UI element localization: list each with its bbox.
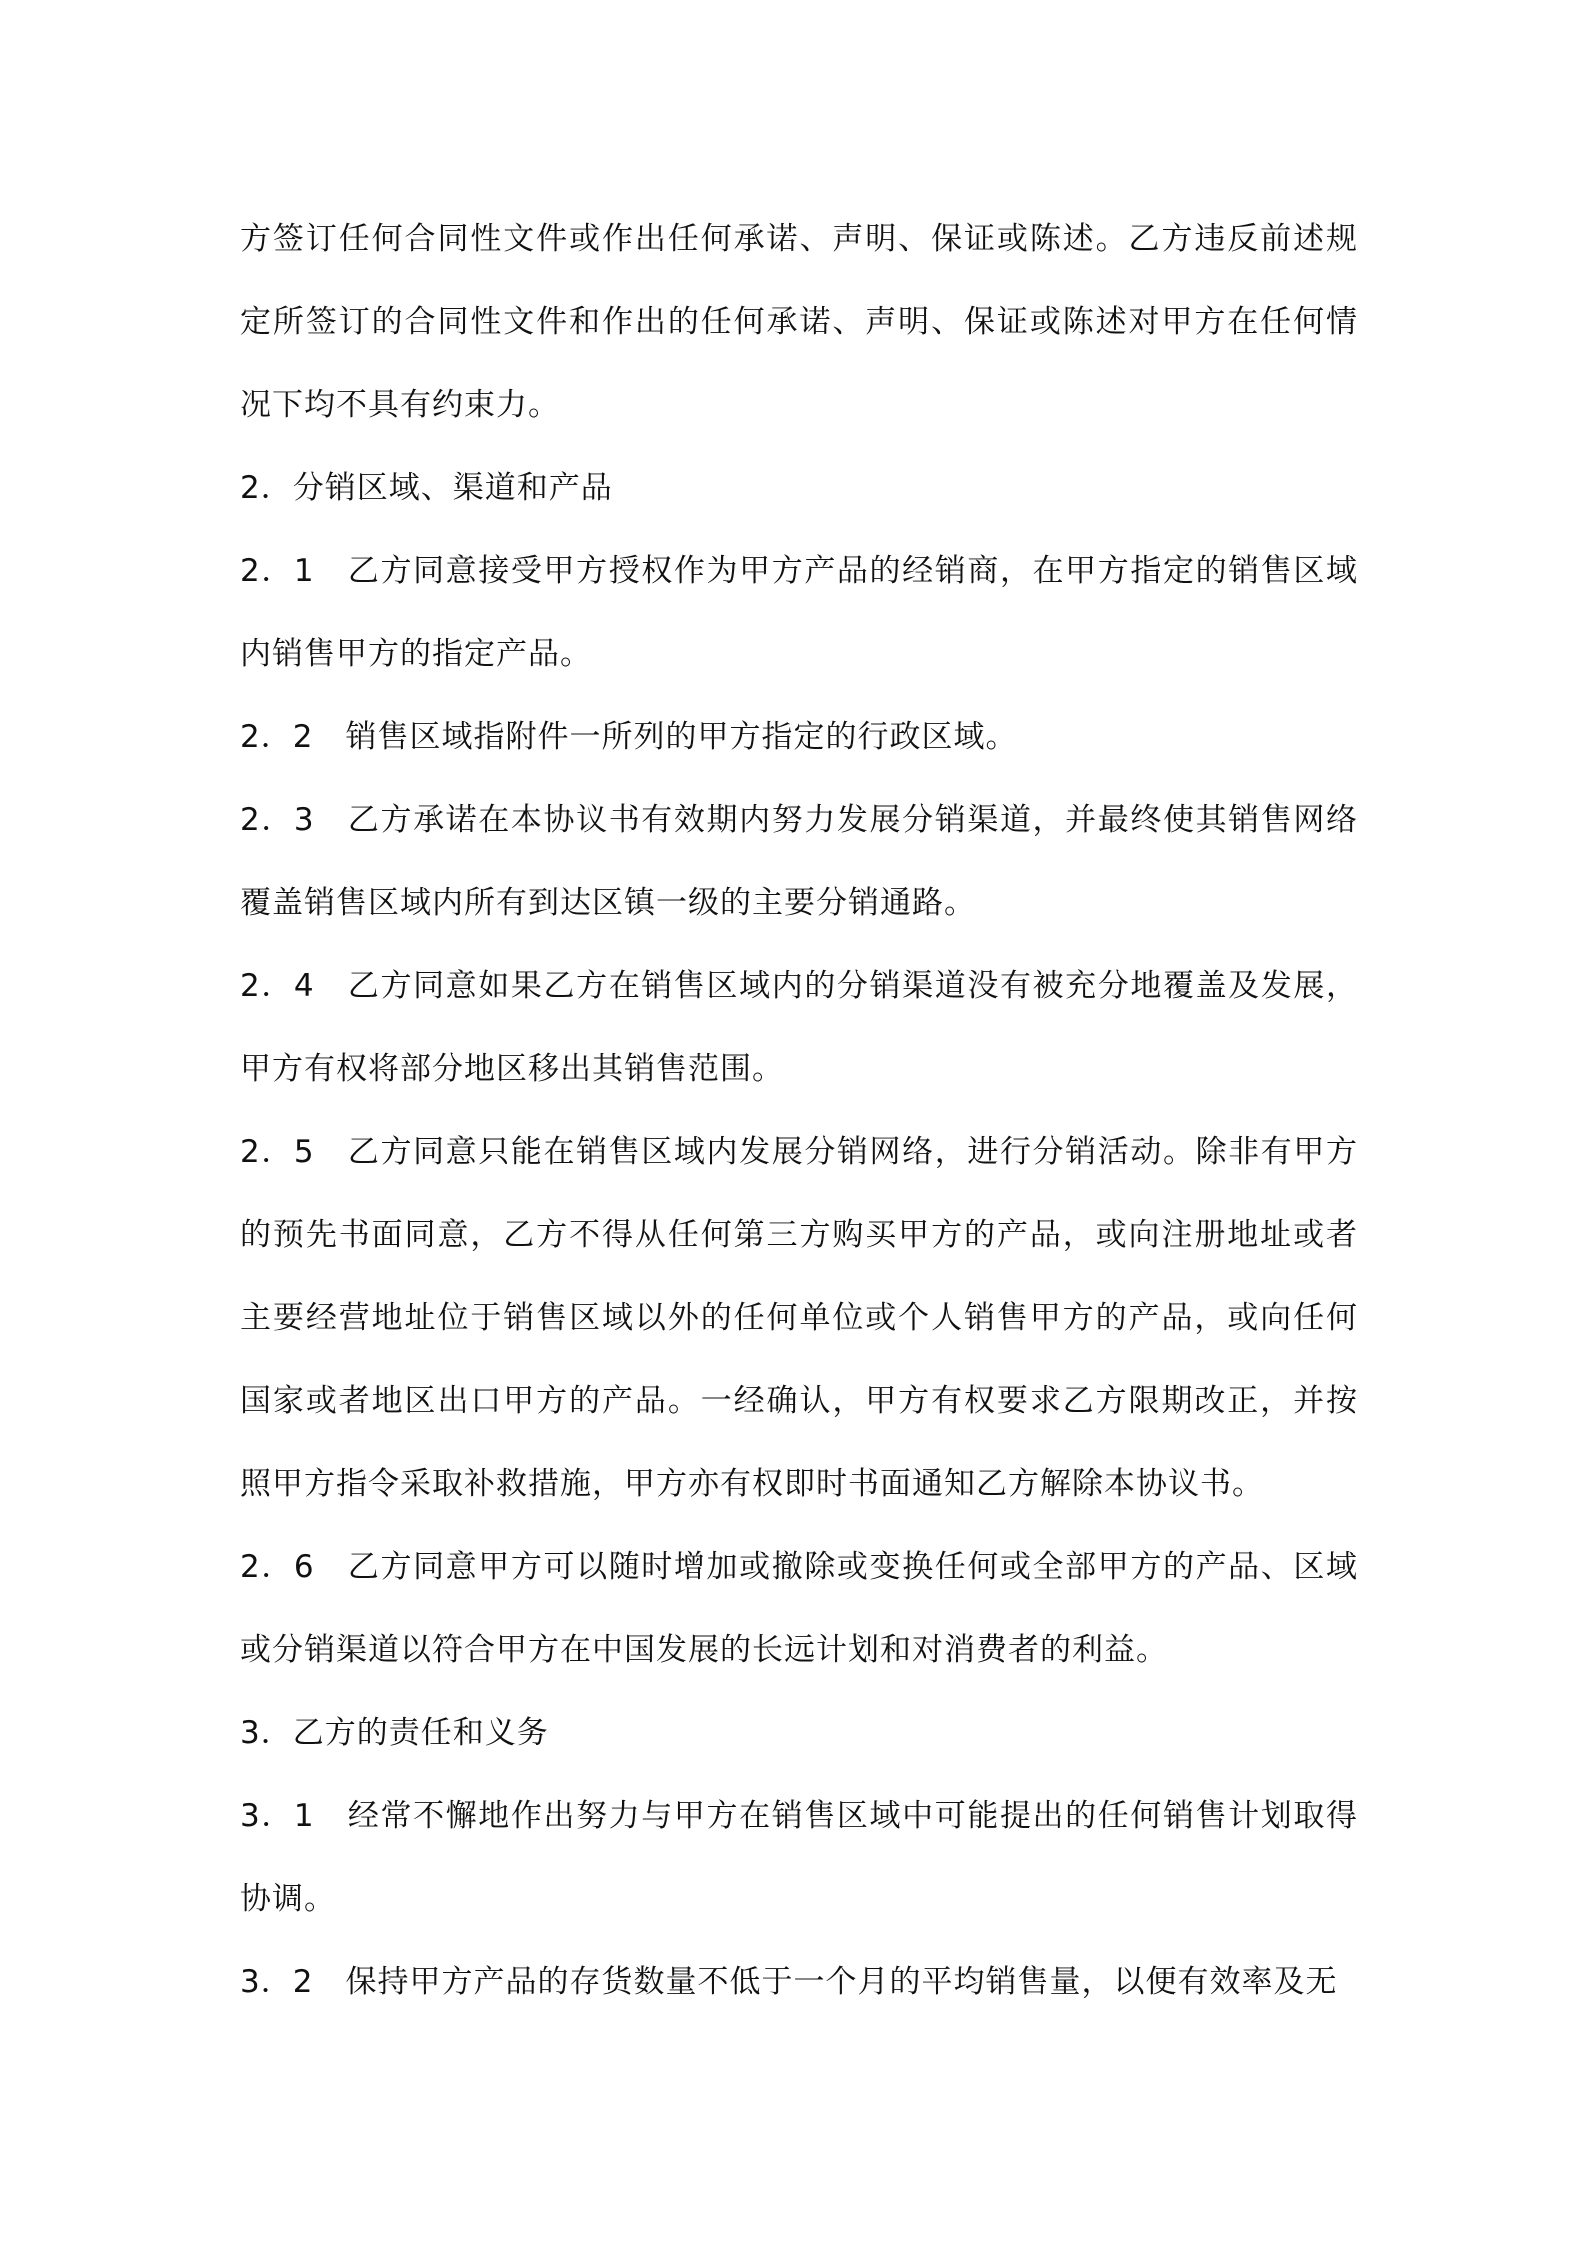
document-body bbox=[240, 198, 1358, 2024]
clause-2-2: 2．2 销售区域指附件一所列的甲方指定的行政区域。 bbox=[240, 719, 1018, 755]
clause-2-4: 2．4 乙方同意如果乙方在销售区域内的分销渠道没有被充分地覆盖及发展，甲方有权将部分地区移出其销售范围。 bbox=[240, 968, 1358, 1087]
clause-2-6: 2．6 乙方同意甲方可以随时增加或撤除或变换任何或全部甲方的产品、区域或分销渠道以符合甲方在中国发展的长远计划和对消费者的利益。 bbox=[240, 1549, 1358, 1668]
paragraph-continuation: 方签订任何合同性文件或作出任何承诺、声明、保证或陈述。乙方违反前述规定所签订的合同性文件和作出的任何承诺、声明、保证或陈述对甲方在任何情况下均不具有约束力。 bbox=[240, 221, 1358, 423]
section-heading-2: 2．分销区域、渠道和产品 bbox=[240, 470, 613, 506]
section-heading-3: 3．乙方的责任和义务 bbox=[240, 1715, 549, 1751]
clause-3-2: 3．2 保持甲方产品的存货数量不低于一个月的平均销售量，以便有效率及无 bbox=[240, 1964, 1338, 2000]
clause-2-3: 2．3 乙方承诺在本协议书有效期内努力发展分销渠道，并最终使其销售网络覆盖销售区域内所有到达区镇一级的主要分销通路。 bbox=[240, 802, 1358, 921]
clause-3-1: 3．1 经常不懈地作出努力与甲方在销售区域中可能提出的任何销售计划取得协调。 bbox=[240, 1798, 1358, 1917]
clause-2-1: 2．1 乙方同意接受甲方授权作为甲方产品的经销商，在甲方指定的销售区域内销售甲方的指定产品。 bbox=[240, 553, 1358, 672]
clause-2-5: 2．5 乙方同意只能在销售区域内发展分销网络，进行分销活动。除非有甲方的预先书面同意，乙方不得从任何第三方购买甲方的产品，或向注册地址或者主要经营地址位于销售区域以外的任何单位或个人销售甲方的产品，或向任何国家或者地区出口甲方的产品。一经确认，甲方有权要求乙方限期改正，并按照甲方指令采取补救措施，甲方亦有权即时书面通知乙方解除本协议书。 bbox=[240, 1134, 1358, 1502]
